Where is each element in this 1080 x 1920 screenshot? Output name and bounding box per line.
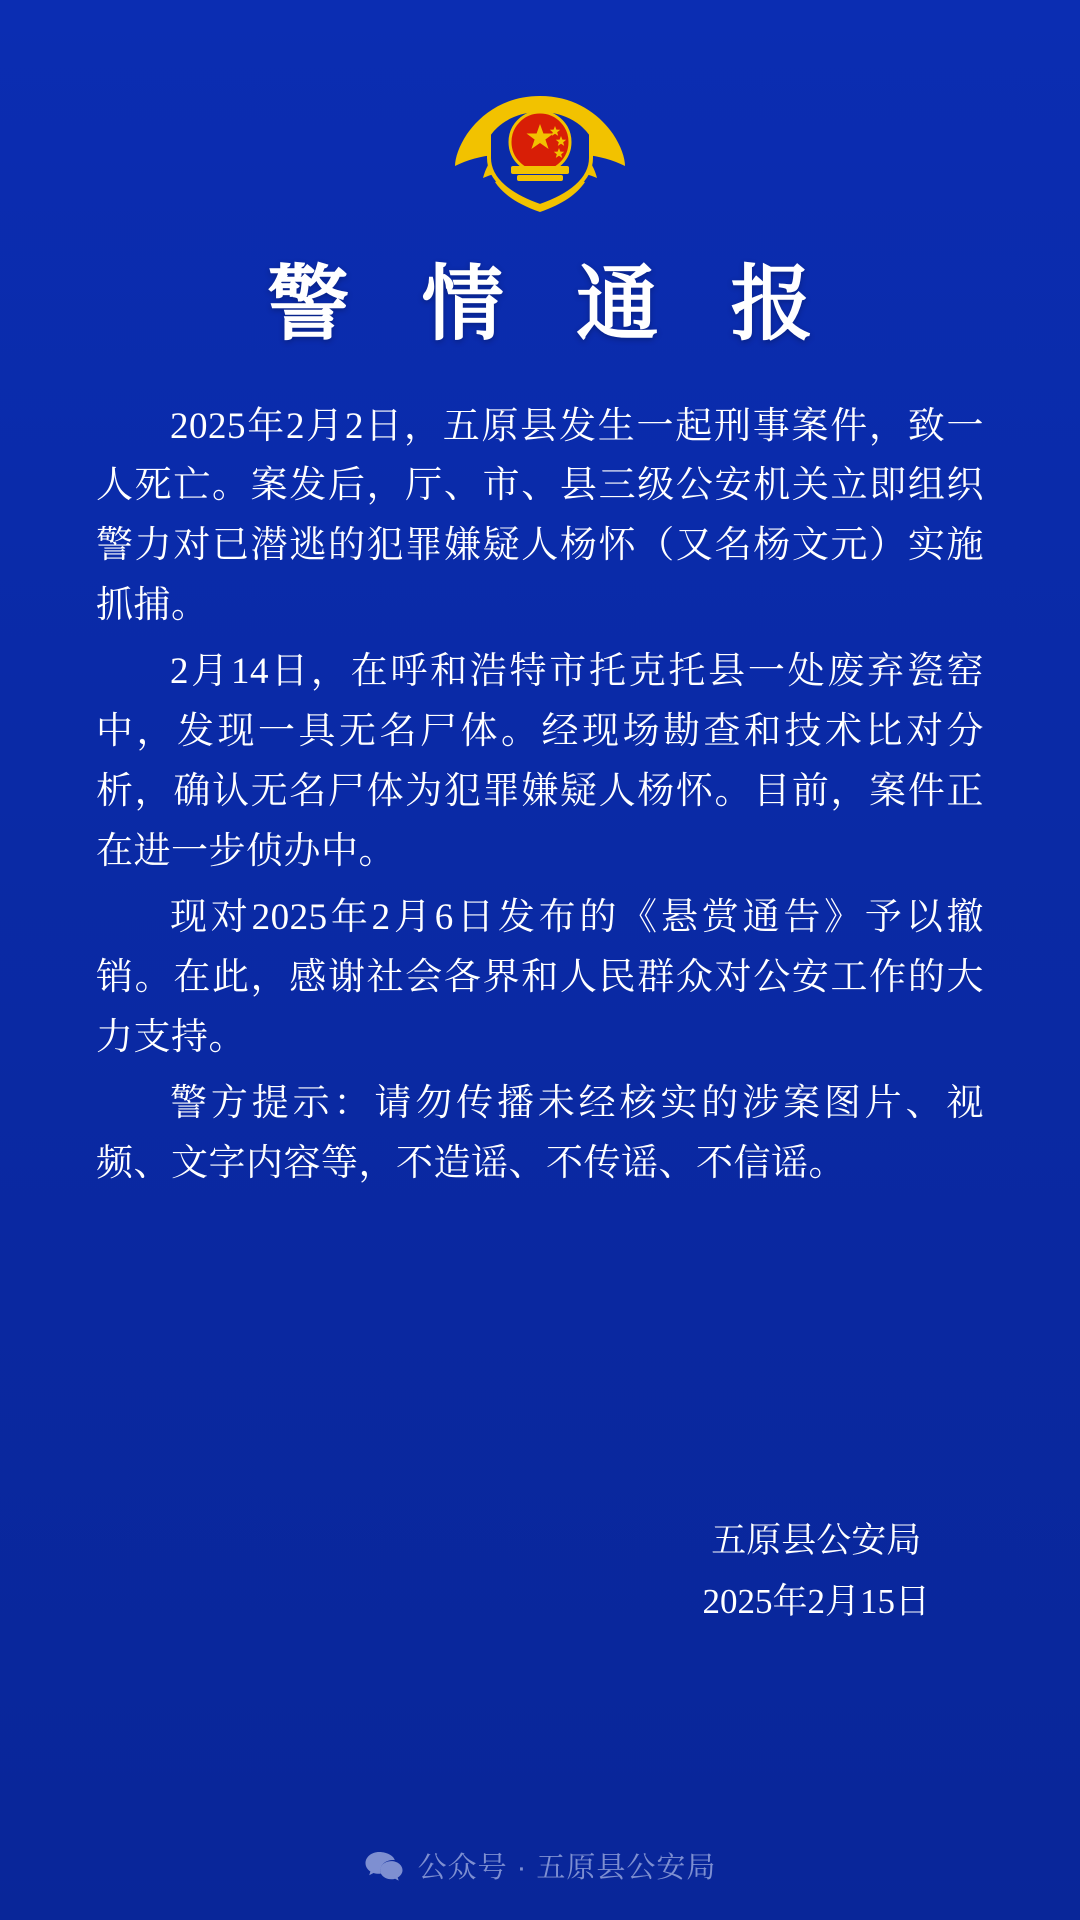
- issuing-authority: 五原县公安局: [711, 1521, 922, 1560]
- issue-date: 2025年2月15日: [702, 1582, 930, 1622]
- signature-block: [702, 1510, 930, 1633]
- wechat-icon: [364, 1849, 404, 1883]
- paragraph: 2025年2月2日，五原县发生一起刑事案件，致一人死亡。案发后，厅、市、县三级公安机关立即组织警力对已潜逃的犯罪嫌疑人杨怀（又名杨文元）实施抓捕。: [96, 405, 984, 627]
- footer-account-name: 公众号 · 五原县公安局: [417, 1852, 717, 1884]
- emblem-container: [0, 0, 1080, 232]
- paragraph: 现对2025年2月6日发布的《悬赏通告》予以撤销。在此，感谢社会各界和人民群众对公安工作的大力支持。: [96, 897, 984, 1058]
- footer-watermark: [0, 1845, 1080, 1886]
- paragraph: 警方提示：请勿传播未经核实的涉案图片、视频、文字内容等，不造谣、不传谣、不信谣。: [96, 1082, 984, 1184]
- notice-body: [96, 397, 984, 1194]
- page-title: 警 情 通 报: [267, 259, 839, 350]
- paragraph: 2月14日，在呼和浩特市托克托县一处废弃瓷窑中，发现一具无名尸体。经现场勘查和技术比对分析，确认无名尸体为犯罪嫌疑人杨怀。目前，案件正在进一步侦办中。: [96, 651, 984, 873]
- police-badge-icon: [445, 62, 635, 232]
